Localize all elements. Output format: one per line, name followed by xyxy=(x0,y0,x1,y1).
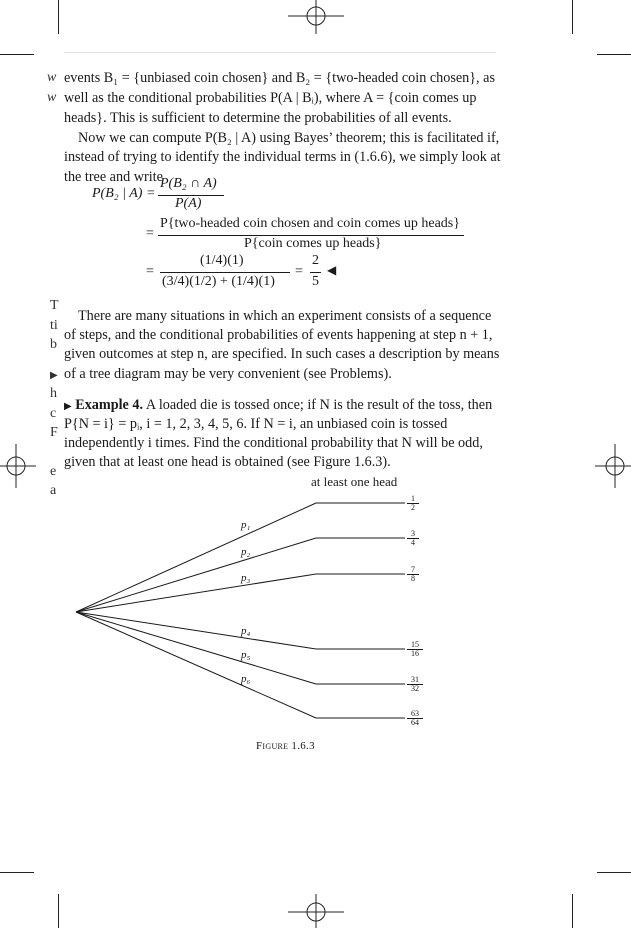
leaf-probability-4 xyxy=(407,641,423,658)
fraction-denominator: 64 xyxy=(411,718,419,727)
text-line: There are many situations in which an experiment consists of a sequence xyxy=(78,308,492,324)
fraction-denominator: 32 xyxy=(411,684,419,693)
margin-bleed-ti: ti xyxy=(50,318,58,333)
margin-bleed-T: T xyxy=(50,298,59,313)
example-marker-icon: ▶ xyxy=(64,401,72,412)
text-line: instead of trying to identify the individual terms in (1.6.6), we simply look at xyxy=(64,149,501,165)
leaf-probability-5 xyxy=(407,676,423,693)
text-line: of steps, and the conditional probabilities of events happening at step n + 1, xyxy=(64,327,493,343)
tree-branch-5 xyxy=(76,612,316,684)
branch-label-p6: p₆ xyxy=(241,673,251,685)
branch-label-p1: p₁ xyxy=(241,519,251,531)
fraction-denominator: 2 xyxy=(411,503,415,512)
equation-numerator-4: 2 xyxy=(312,253,319,268)
equals-sign: = xyxy=(295,264,303,279)
figure-caption: Figure 1.6.3 xyxy=(256,740,315,752)
text-line: A loaded die is tossed once; if N is the result of the toss, then xyxy=(145,397,493,413)
leaf-probability-2 xyxy=(407,530,419,547)
text-line: events B₁ = {unbiased coin chosen} and B₂ = {two-headed coin chosen}, as xyxy=(64,70,495,86)
leaf-probability-6 xyxy=(407,710,423,727)
tree-branch-1 xyxy=(76,503,316,612)
fraction-numerator: 63 xyxy=(411,709,419,718)
margin-bleed-h: h xyxy=(50,386,57,401)
equation-denominator-4: 5 xyxy=(312,274,319,289)
text-line: given outcomes at step n, are specified. In such cases a description by means xyxy=(64,346,500,362)
branch-label-p4: p₄ xyxy=(241,625,251,637)
equation-numerator-1: P(B₂ ∩ A) xyxy=(160,176,217,191)
fraction-denominator: 16 xyxy=(411,649,419,658)
equation-numerator-2: P{two-headed coin chosen and coin comes up heads} xyxy=(160,216,460,231)
text-line: well as the conditional probabilities P(A | Bᵢ), where A = {coin comes up xyxy=(64,90,477,106)
fraction-denominator: 8 xyxy=(411,574,415,583)
text-line: P{N = i} = pᵢ, i = 1, 2, 3, 4, 5, 6. If N = i, an unbiased coin is tossed xyxy=(64,416,448,432)
tree-figure-header: at least one head xyxy=(311,474,398,489)
end-of-example-marker: ◀ xyxy=(327,263,337,277)
branch-label-p5: p₅ xyxy=(241,649,251,661)
margin-bleed-F: F xyxy=(50,425,58,440)
text-line: of a tree diagram may be very convenient (see Problems). xyxy=(64,366,392,382)
margin-bleed-c: c xyxy=(50,406,57,421)
text-line: given that at least one head is obtained (see Figure 1.6.3). xyxy=(64,454,391,470)
margin-bleed-e: e xyxy=(50,464,57,479)
margin-bleed-w2: w xyxy=(47,90,57,105)
fraction-numerator: 31 xyxy=(411,675,419,684)
fraction-numerator: 3 xyxy=(411,529,415,538)
tree-branch-3 xyxy=(76,574,316,612)
leaf-probability-1 xyxy=(407,495,419,512)
leaf-probability-3 xyxy=(407,566,419,583)
fraction-numerator: 15 xyxy=(411,640,419,649)
text-line: the tree and write xyxy=(64,169,163,185)
equation-lhs: P(B₂ | A) = xyxy=(92,186,156,201)
fraction-numerator: 7 xyxy=(411,565,415,574)
tree-branch-4 xyxy=(76,612,316,649)
margin-bleed-w1: w xyxy=(47,70,57,85)
tree-branch-6 xyxy=(76,612,316,718)
margin-bleed-a: a xyxy=(50,483,57,498)
fraction-denominator: 4 xyxy=(411,538,415,547)
text-line: Now we can compute P(B₂ | A) using Bayes’ theorem; this is facilitated if, xyxy=(78,130,500,146)
text-line: independently i times. Find the conditional probability that N will be odd, xyxy=(64,435,483,451)
equation-numerator-3: (1/4)(1) xyxy=(200,253,244,268)
branch-label-p2: p₂ xyxy=(241,546,251,558)
equals-sign: = xyxy=(146,264,154,279)
branch-label-p3: p₃ xyxy=(241,572,251,584)
text-line: heads}. This is sufficient to determine the probabilities of all events. xyxy=(64,110,452,126)
example-label: Example 4. xyxy=(75,397,144,413)
equation-denominator-2: P{coin comes up heads} xyxy=(244,236,382,251)
equation-denominator-3: (3/4)(1/2) + (1/4)(1) xyxy=(162,274,275,289)
fraction-numerator: 1 xyxy=(411,494,415,503)
equals-sign: = xyxy=(146,226,154,241)
margin-bleed-arrow: ▶ xyxy=(50,370,58,381)
equation-denominator-1: P(A) xyxy=(175,196,202,211)
margin-bleed-b: b xyxy=(50,337,57,352)
tree-branch-2 xyxy=(76,538,316,612)
